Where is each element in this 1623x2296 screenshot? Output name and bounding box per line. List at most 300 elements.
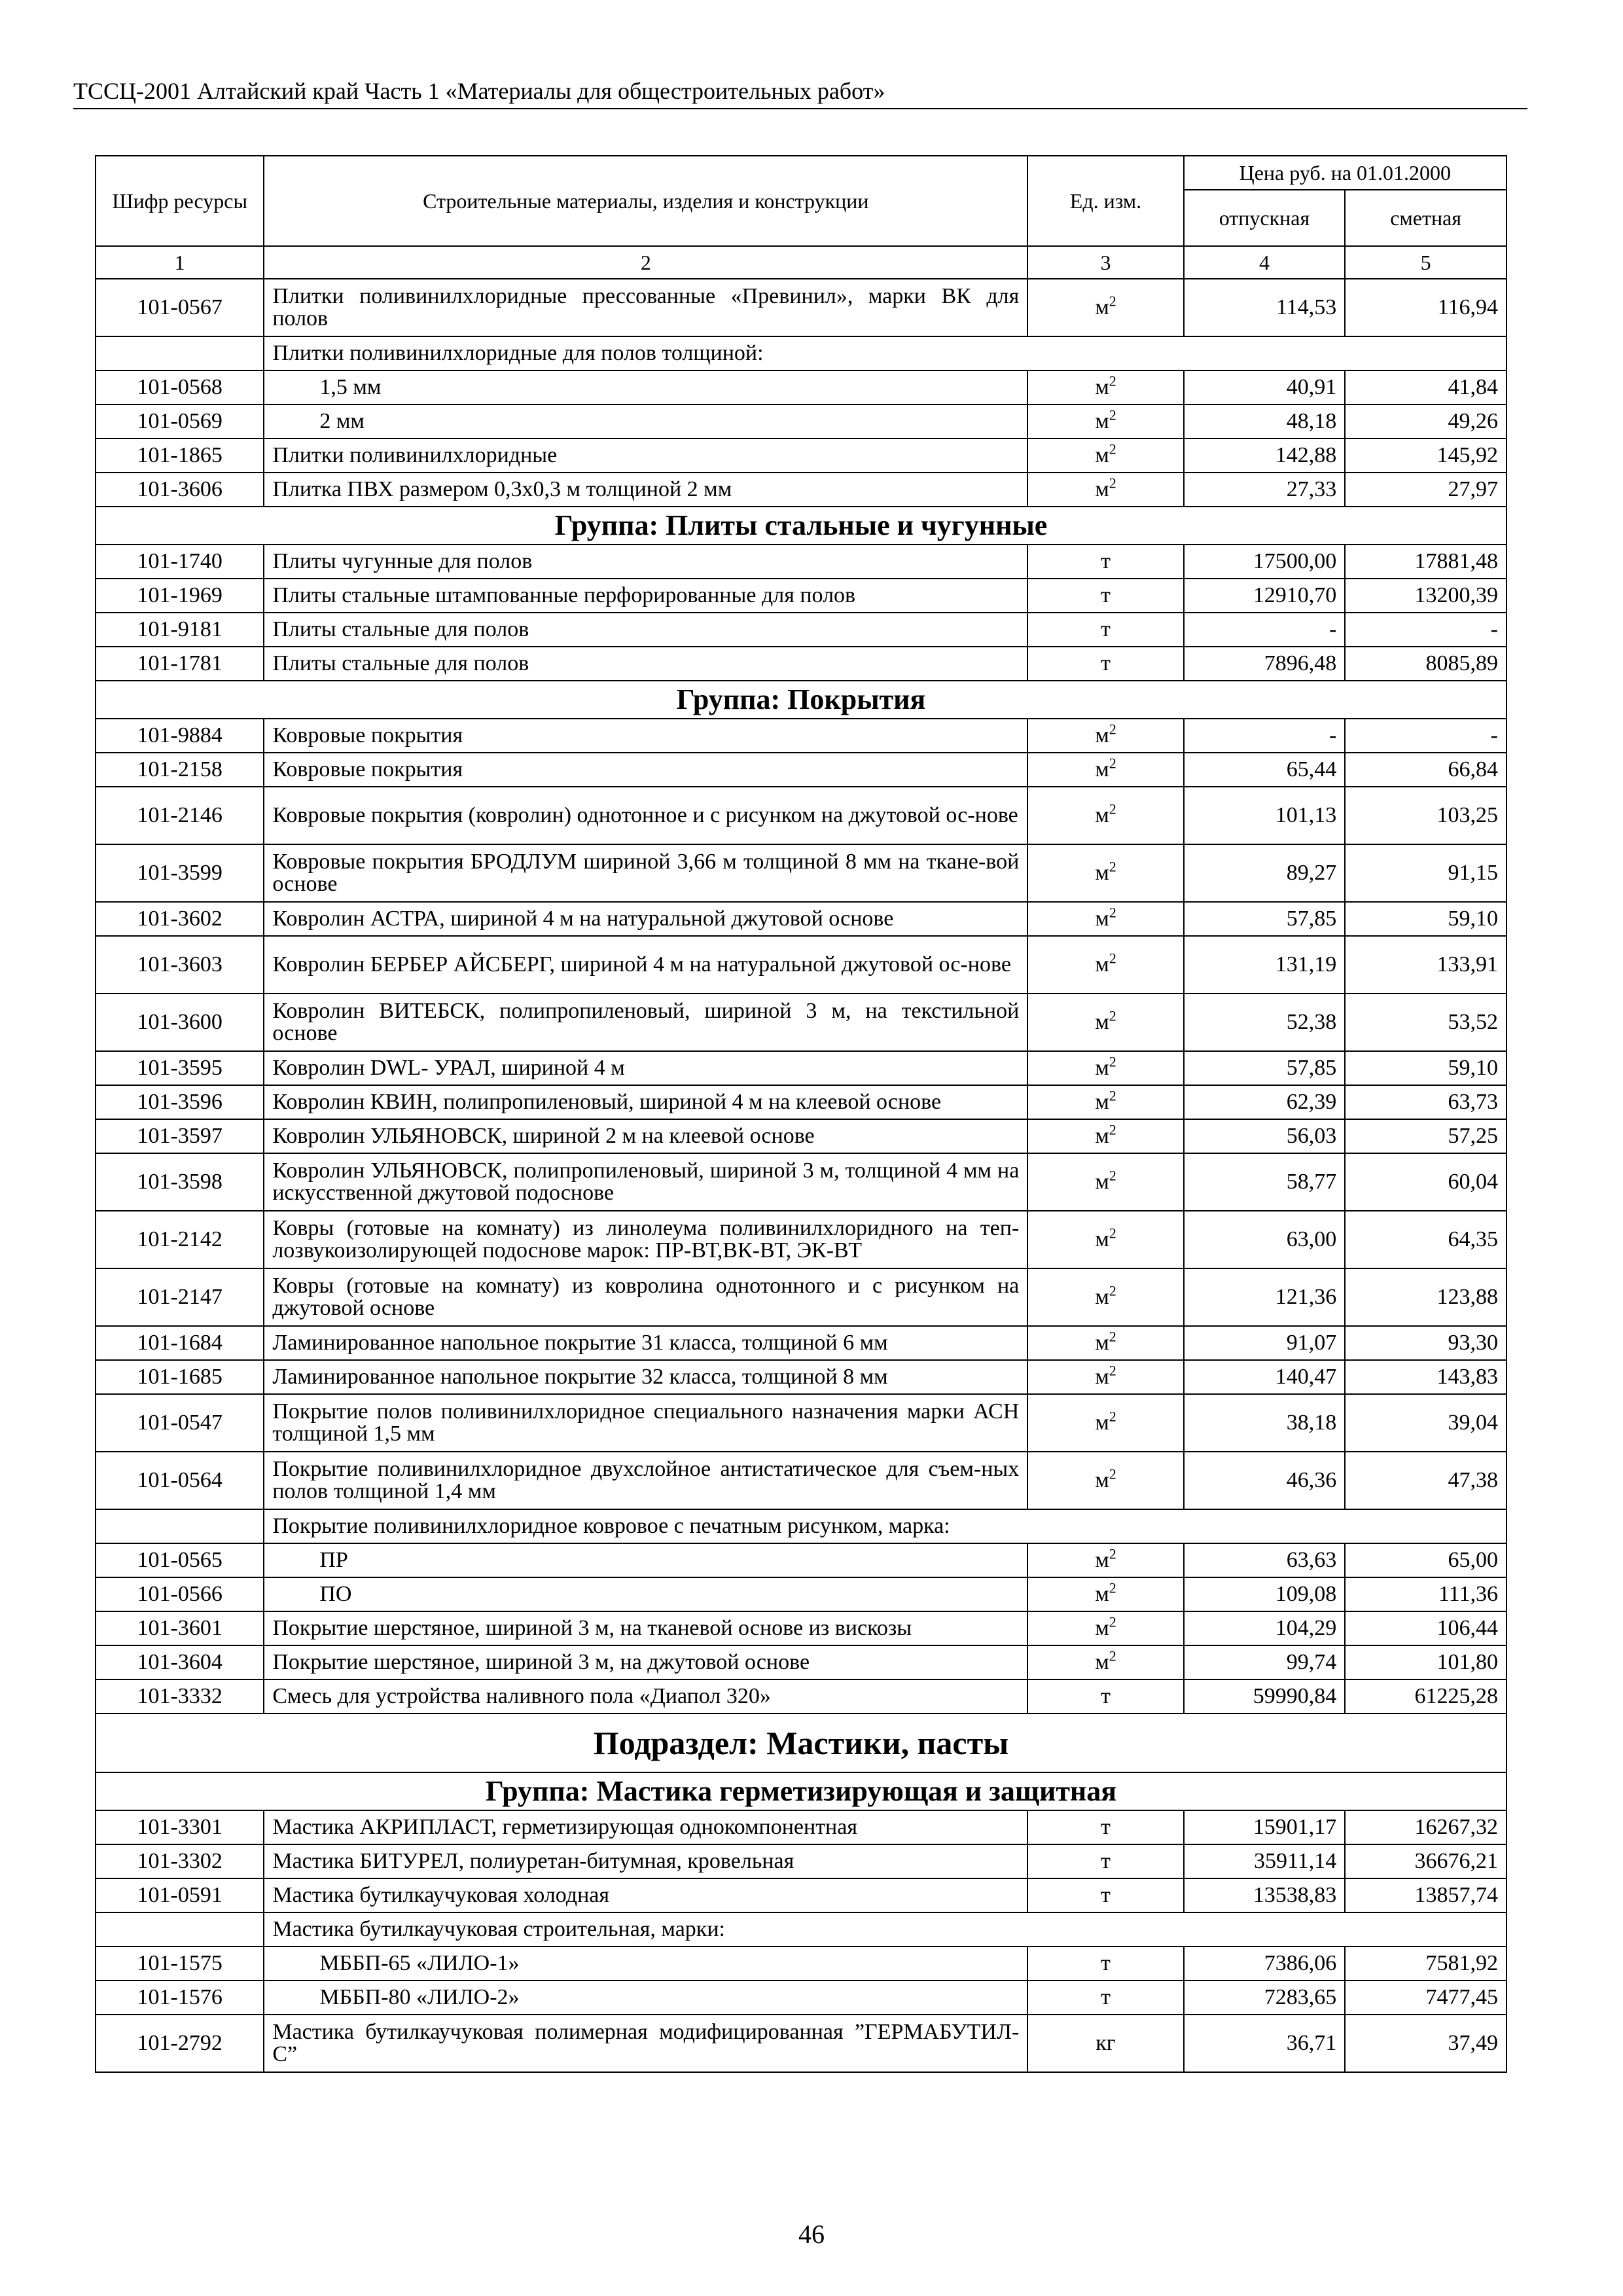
unit-text: т — [1101, 1849, 1111, 1873]
sale-price: 36,71 — [1184, 2015, 1346, 2072]
group-heading-row — [96, 1772, 1507, 1810]
unit-text: т — [1101, 1951, 1111, 1975]
resource-code: 101-3603 — [96, 936, 264, 994]
group-heading-row — [96, 507, 1507, 545]
sale-price: 58,77 — [1184, 1153, 1346, 1211]
unit-text: т — [1101, 1883, 1111, 1907]
unit-text: м — [1095, 1285, 1109, 1309]
unit — [1027, 404, 1183, 439]
sale-price: 99,74 — [1184, 1645, 1346, 1679]
resource-code: 101-3598 — [96, 1153, 264, 1211]
unit-text: м — [1095, 409, 1109, 433]
table-row — [96, 1452, 1507, 1509]
unit-exponent: 2 — [1109, 1613, 1116, 1630]
estimate-price: 7477,45 — [1345, 1981, 1507, 2015]
table-row — [96, 1268, 1507, 1326]
unit — [1027, 902, 1183, 936]
unit-text: м — [1095, 1548, 1109, 1572]
resource-code: 101-2142 — [96, 1211, 264, 1268]
unit-text: т — [1101, 549, 1111, 573]
sale-price: 63,63 — [1184, 1543, 1346, 1577]
table-row — [96, 1810, 1507, 1844]
unit-exponent: 2 — [1109, 1328, 1116, 1345]
table-row — [96, 1543, 1507, 1577]
resource-code: 101-0566 — [96, 1577, 264, 1611]
unit — [1027, 1452, 1183, 1509]
unit-text: м — [1095, 906, 1109, 931]
sale-price: 7283,65 — [1184, 1981, 1346, 2015]
unit-exponent: 2 — [1109, 1053, 1116, 1070]
table-row — [96, 1981, 1507, 2015]
resource-code: 101-2158 — [96, 753, 264, 787]
unit — [1027, 1810, 1183, 1844]
sale-price: 46,36 — [1184, 1452, 1346, 1509]
sale-price: 17500,00 — [1184, 545, 1346, 579]
price-table — [95, 155, 1507, 2073]
table-row — [96, 1085, 1507, 1119]
table-row — [96, 579, 1507, 613]
sale-price: 63,00 — [1184, 1211, 1346, 1268]
estimate-price: 37,49 — [1345, 2015, 1507, 2072]
resource-code: 101-1684 — [96, 1326, 264, 1360]
sale-price: 89,27 — [1184, 844, 1346, 902]
resource-code: 101-1865 — [96, 439, 264, 473]
unit — [1027, 1844, 1183, 1878]
unit-exponent: 2 — [1109, 950, 1116, 967]
table-header — [96, 156, 1507, 279]
table-row — [96, 1051, 1507, 1085]
unit-exponent: 2 — [1109, 755, 1116, 772]
unit — [1027, 545, 1183, 579]
sale-price: 114,53 — [1184, 279, 1346, 336]
material-name: Ковровые покрытия БРОДЛУМ шириной 3,66 м толщиной 8 мм на ткане-вой основе — [264, 844, 1027, 902]
unit — [1027, 1679, 1183, 1713]
material-name: Ковролин УЛЬЯНОВСК, полипропиленовый, шириной 3 м, толщиной 4 мм на искусственной джутовой подоснове — [264, 1153, 1027, 1211]
unit-text: т — [1101, 1985, 1111, 2009]
resource-code: 101-2792 — [96, 2015, 264, 2072]
group-heading: Группа: Покрытия — [96, 681, 1507, 719]
table-row — [96, 613, 1507, 647]
resource-code: 101-0591 — [96, 1878, 264, 1912]
unit — [1027, 1360, 1183, 1394]
table-body — [96, 279, 1507, 2072]
resource-code: 101-3332 — [96, 1679, 264, 1713]
resource-code: 101-0564 — [96, 1452, 264, 1509]
table-row — [96, 279, 1507, 336]
unit-exponent: 2 — [1109, 1007, 1116, 1024]
material-name: Покрытие поливинилхлоридное двухслойное антистатическое для съем-ных полов толщиной 1,4 мм — [264, 1452, 1027, 1509]
material-name: Мастика АКРИПЛАСТ, герметизирующая однокомпонентная — [264, 1810, 1027, 1844]
unit — [1027, 844, 1183, 902]
unit-text: м — [1095, 1090, 1109, 1114]
resource-code: 101-3604 — [96, 1645, 264, 1679]
unit-text: м — [1095, 295, 1109, 319]
unit-text: м — [1095, 1227, 1109, 1251]
estimate-price: 145,92 — [1345, 439, 1507, 473]
material-name: 2 мм — [264, 404, 1027, 439]
estimate-price: 36676,21 — [1345, 1844, 1507, 1878]
table-row — [96, 1360, 1507, 1394]
material-name: МББП-80 «ЛИЛО-2» — [264, 1981, 1027, 2015]
sale-price: 35911,14 — [1184, 1844, 1346, 1878]
unit-exponent: 2 — [1109, 1087, 1116, 1104]
unit-exponent: 2 — [1109, 721, 1116, 738]
unit-text: м — [1095, 861, 1109, 885]
estimate-price: 66,84 — [1345, 753, 1507, 787]
material-name: Плитки поливинилхлоридные — [264, 439, 1027, 473]
unit — [1027, 1211, 1183, 1268]
table-row — [96, 787, 1507, 844]
material-name: Ламинированное напольное покрытие 31 класса, толщиной 6 мм — [264, 1326, 1027, 1360]
estimate-price: 8085,89 — [1345, 647, 1507, 681]
resource-code: 101-1969 — [96, 579, 264, 613]
resource-code: 101-3596 — [96, 1085, 264, 1119]
material-name: Мастика бутилкаучуковая холодная — [264, 1878, 1027, 1912]
estimate-price: 7581,92 — [1345, 1946, 1507, 1981]
resource-code: 101-1575 — [96, 1946, 264, 1981]
unit — [1027, 753, 1183, 787]
resource-code: 101-0547 — [96, 1394, 264, 1452]
subheading-text: Мастика бутилкаучуковая строительная, марки: — [264, 1912, 1507, 1946]
sale-price: 27,33 — [1184, 473, 1346, 507]
column-number: 5 — [1345, 246, 1507, 279]
estimate-price: 61225,28 — [1345, 1679, 1507, 1713]
material-name: Ковровые покрытия — [264, 719, 1027, 753]
estimate-price: 64,35 — [1345, 1211, 1507, 1268]
estimate-price: 93,30 — [1345, 1326, 1507, 1360]
sale-price: 104,29 — [1184, 1611, 1346, 1645]
unit-text: м — [1095, 1410, 1109, 1435]
unit — [1027, 1946, 1183, 1981]
subsection-heading: Подраздел: Мастики, пасты — [96, 1713, 1507, 1772]
table-row — [96, 994, 1507, 1051]
table-row — [96, 1394, 1507, 1452]
resource-code: 101-3602 — [96, 902, 264, 936]
unit-text: т — [1101, 651, 1111, 675]
resource-code: 101-3302 — [96, 1844, 264, 1878]
unit — [1027, 439, 1183, 473]
unit-text: т — [1101, 1815, 1111, 1839]
estimate-price: 47,38 — [1345, 1452, 1507, 1509]
material-name: Покрытие полов поливинилхлоридное специального назначения марки АСН толщиной 1,5 мм — [264, 1394, 1027, 1452]
unit-exponent: 2 — [1109, 1225, 1116, 1242]
sale-price: 40,91 — [1184, 370, 1346, 404]
unit-text: т — [1101, 1684, 1111, 1708]
sale-price: 12910,70 — [1184, 579, 1346, 613]
table-row — [96, 647, 1507, 681]
header-unit: Ед. изм. — [1027, 156, 1183, 246]
column-number: 3 — [1027, 246, 1183, 279]
unit-exponent: 2 — [1109, 372, 1116, 389]
page-number: 46 — [798, 2219, 825, 2249]
empty-cell — [96, 1509, 264, 1543]
table-row — [96, 1153, 1507, 1211]
sale-price: 57,85 — [1184, 1051, 1346, 1085]
table-row — [96, 936, 1507, 994]
unit-exponent: 2 — [1109, 293, 1116, 310]
sale-price: 38,18 — [1184, 1394, 1346, 1452]
table-row — [96, 1679, 1507, 1713]
sale-price: 65,44 — [1184, 753, 1346, 787]
resource-code: 101-9884 — [96, 719, 264, 753]
estimate-price: 59,10 — [1345, 1051, 1507, 1085]
resource-code: 101-3601 — [96, 1611, 264, 1645]
resource-code: 101-3600 — [96, 994, 264, 1051]
material-name: Плиты чугунные для полов — [264, 545, 1027, 579]
header-sale-price: отпускная — [1184, 190, 1346, 246]
estimate-price: 111,36 — [1345, 1577, 1507, 1611]
unit — [1027, 787, 1183, 844]
sale-price: - — [1184, 719, 1346, 753]
material-name: ПО — [264, 1577, 1027, 1611]
unit — [1027, 719, 1183, 753]
running-header: ТССЦ-2001 Алтайский край Часть 1 «Материалы для общестроительных работ» — [73, 75, 1527, 109]
unit-text: м — [1095, 1124, 1109, 1148]
unit-text: м — [1095, 1331, 1109, 1355]
sale-price: 109,08 — [1184, 1577, 1346, 1611]
unit-text: м — [1095, 375, 1109, 399]
unit — [1027, 936, 1183, 994]
material-name: Мастика бутилкаучуковая полимерная модифицированная ”ГЕРМАБУТИЛ-С” — [264, 2015, 1027, 2072]
unit-text: м — [1095, 477, 1109, 501]
table-row — [96, 1119, 1507, 1153]
subheading-row — [96, 1509, 1507, 1543]
material-name: МББП-65 «ЛИЛО-1» — [264, 1946, 1027, 1981]
unit-exponent: 2 — [1109, 904, 1116, 921]
material-name: Ковры (готовые на комнату) из ковролина однотонного и с рисунком на джутовой основе — [264, 1268, 1027, 1326]
material-name: Ковролин КВИН, полипропиленовый, шириной 4 м на клеевой основе — [264, 1085, 1027, 1119]
unit — [1027, 1119, 1183, 1153]
unit-exponent: 2 — [1109, 800, 1116, 817]
material-name: Ковровые покрытия — [264, 753, 1027, 787]
estimate-price: 133,91 — [1345, 936, 1507, 994]
estimate-price: 57,25 — [1345, 1119, 1507, 1153]
estimate-price: 39,04 — [1345, 1394, 1507, 1452]
unit-exponent: 2 — [1109, 1465, 1116, 1482]
unit — [1027, 2015, 1183, 2072]
material-name: Ламинированное напольное покрытие 32 класса, толщиной 8 мм — [264, 1360, 1027, 1394]
estimate-price: 123,88 — [1345, 1268, 1507, 1326]
table-row — [96, 1611, 1507, 1645]
material-name: Ковролин БЕРБЕР АЙСБЕРГ, шириной 4 м на натуральной джутовой ос-нове — [264, 936, 1027, 994]
material-name: Ковры (готовые на комнату) из линолеума поливинилхлоридного на теп-лозвукоизолирующей подоснове марок: ПР-ВТ,ВК-ВТ, ЭК-ВТ — [264, 1211, 1027, 1268]
sale-price: 62,39 — [1184, 1085, 1346, 1119]
group-heading-row — [96, 681, 1507, 719]
resource-code: 101-0565 — [96, 1543, 264, 1577]
unit — [1027, 1153, 1183, 1211]
sale-price: 57,85 — [1184, 902, 1346, 936]
resource-code: 101-1740 — [96, 545, 264, 579]
unit-text: м — [1095, 1170, 1109, 1194]
resource-code: 101-0567 — [96, 279, 264, 336]
unit — [1027, 1543, 1183, 1577]
resource-code: 101-0568 — [96, 370, 264, 404]
resource-code: 101-3595 — [96, 1051, 264, 1085]
unit — [1027, 1577, 1183, 1611]
unit-text: м — [1095, 1616, 1109, 1640]
unit — [1027, 647, 1183, 681]
unit-text: м — [1095, 803, 1109, 827]
unit — [1027, 1611, 1183, 1645]
table-row — [96, 753, 1507, 787]
unit — [1027, 279, 1183, 336]
unit-exponent: 2 — [1109, 1579, 1116, 1596]
material-name: Плиты стальные штампованные перфорированные для полов — [264, 579, 1027, 613]
material-name: Мастика БИТУРЕЛ, полиуретан-битумная, кровельная — [264, 1844, 1027, 1878]
material-name: Ковролин АСТРА, шириной 4 м на натуральной джутовой основе — [264, 902, 1027, 936]
sale-price: - — [1184, 613, 1346, 647]
material-name: 1,5 мм — [264, 370, 1027, 404]
header-name: Строительные материалы, изделия и конструкции — [264, 156, 1027, 246]
header-estimate-price: сметная — [1345, 190, 1507, 246]
table-row — [96, 1577, 1507, 1611]
resource-code: 101-2147 — [96, 1268, 264, 1326]
table-row — [96, 439, 1507, 473]
estimate-price: 60,04 — [1345, 1153, 1507, 1211]
unit-exponent: 2 — [1109, 1408, 1116, 1425]
empty-cell — [96, 336, 264, 370]
material-name: Ковролин ВИТЕБСК, полипропиленовый, шириной 3 м, на текстильной основе — [264, 994, 1027, 1051]
estimate-price: 91,15 — [1345, 844, 1507, 902]
unit — [1027, 1981, 1183, 2015]
unit-text: м — [1095, 1010, 1109, 1034]
resource-code: 101-3606 — [96, 473, 264, 507]
unit-text: т — [1101, 583, 1111, 607]
material-name: Покрытие шерстяное, шириной 3 м, на тканевой основе из вискозы — [264, 1611, 1027, 1645]
unit — [1027, 613, 1183, 647]
estimate-price: 101,80 — [1345, 1645, 1507, 1679]
sale-price: 7386,06 — [1184, 1946, 1346, 1981]
resource-code: 101-3599 — [96, 844, 264, 902]
unit — [1027, 1326, 1183, 1360]
sale-price: 140,47 — [1184, 1360, 1346, 1394]
resource-code: 101-9181 — [96, 613, 264, 647]
resource-code: 101-3301 — [96, 1810, 264, 1844]
sale-price: 59990,84 — [1184, 1679, 1346, 1713]
resource-code: 101-1781 — [96, 647, 264, 681]
material-name: Ковролин DWL- УРАЛ, шириной 4 м — [264, 1051, 1027, 1085]
sale-price: 7896,48 — [1184, 647, 1346, 681]
unit — [1027, 1394, 1183, 1452]
sale-price: 48,18 — [1184, 404, 1346, 439]
material-name: Плитки поливинилхлоридные прессованные «Превинил», марки ВК для полов — [264, 279, 1027, 336]
estimate-price: 106,44 — [1345, 1611, 1507, 1645]
subheading-text: Плитки поливинилхлоридные для полов толщиной: — [264, 336, 1507, 370]
sale-price: 121,36 — [1184, 1268, 1346, 1326]
table-row — [96, 719, 1507, 753]
unit-exponent: 2 — [1109, 1545, 1116, 1562]
sale-price: 142,88 — [1184, 439, 1346, 473]
material-name: Смесь для устройства наливного пола «Диапол 320» — [264, 1679, 1027, 1713]
unit-text: м — [1095, 757, 1109, 781]
estimate-price: 63,73 — [1345, 1085, 1507, 1119]
sale-price: 15901,17 — [1184, 1810, 1346, 1844]
estimate-price: 16267,32 — [1345, 1810, 1507, 1844]
resource-code: 101-2146 — [96, 787, 264, 844]
table-row — [96, 2015, 1507, 2072]
unit-text: м — [1095, 1056, 1109, 1080]
unit-text: м — [1095, 443, 1109, 467]
header-price: Цена руб. на 01.01.2000 — [1184, 156, 1507, 190]
resource-code: 101-0569 — [96, 404, 264, 439]
subheading-row — [96, 336, 1507, 370]
table-row — [96, 370, 1507, 404]
unit — [1027, 1645, 1183, 1679]
material-name: Ковровые покрытия (ковролин) однотонное и с рисунком на джутовой ос-нове — [264, 787, 1027, 844]
table-row — [96, 545, 1507, 579]
sale-price: 56,03 — [1184, 1119, 1346, 1153]
estimate-price: 103,25 — [1345, 787, 1507, 844]
table-row — [96, 902, 1507, 936]
table-row — [96, 1211, 1507, 1268]
unit-text: м — [1095, 1582, 1109, 1606]
sale-price: 91,07 — [1184, 1326, 1346, 1360]
unit — [1027, 473, 1183, 507]
sale-price: 131,19 — [1184, 936, 1346, 994]
estimate-price: - — [1345, 719, 1507, 753]
estimate-price: 116,94 — [1345, 279, 1507, 336]
sale-price: 13538,83 — [1184, 1878, 1346, 1912]
unit-text: т — [1101, 617, 1111, 641]
sale-price: 52,38 — [1184, 994, 1346, 1051]
table-row — [96, 1946, 1507, 1981]
estimate-price: 49,26 — [1345, 404, 1507, 439]
material-name: ПР — [264, 1543, 1027, 1577]
unit — [1027, 1085, 1183, 1119]
material-name: Ковролин УЛЬЯНОВСК, шириной 2 м на клеевой основе — [264, 1119, 1027, 1153]
unit-exponent: 2 — [1109, 1282, 1116, 1299]
unit — [1027, 994, 1183, 1051]
unit-exponent: 2 — [1109, 1167, 1116, 1184]
resource-code: 101-3597 — [96, 1119, 264, 1153]
table-row — [96, 404, 1507, 439]
column-number: 1 — [96, 246, 264, 279]
estimate-price: 27,97 — [1345, 473, 1507, 507]
unit — [1027, 370, 1183, 404]
unit — [1027, 579, 1183, 613]
estimate-price: 17881,48 — [1345, 545, 1507, 579]
table-row — [96, 473, 1507, 507]
material-name: Покрытие шерстяное, шириной 3 м, на джутовой основе — [264, 1645, 1027, 1679]
unit-exponent: 2 — [1109, 406, 1116, 423]
estimate-price: 65,00 — [1345, 1543, 1507, 1577]
subheading-text: Покрытие поливинилхлоридное ковровое с печатным рисунком, марка: — [264, 1509, 1507, 1543]
unit-text: м — [1095, 952, 1109, 977]
column-number: 2 — [264, 246, 1027, 279]
estimate-price: - — [1345, 613, 1507, 647]
estimate-price: 143,83 — [1345, 1360, 1507, 1394]
unit — [1027, 1268, 1183, 1326]
resource-code: 101-1685 — [96, 1360, 264, 1394]
unit — [1027, 1878, 1183, 1912]
table-row — [96, 1844, 1507, 1878]
table-row — [96, 1645, 1507, 1679]
sale-price: 101,13 — [1184, 787, 1346, 844]
unit-exponent: 2 — [1109, 858, 1116, 875]
table-row — [96, 1326, 1507, 1360]
table-row — [96, 844, 1507, 902]
material-name: Плиты стальные для полов — [264, 647, 1027, 681]
unit-text: кг — [1096, 2031, 1116, 2055]
resource-code: 101-1576 — [96, 1981, 264, 2015]
material-name: Плиты стальные для полов — [264, 613, 1027, 647]
unit-text: м — [1095, 1365, 1109, 1389]
table-row — [96, 1878, 1507, 1912]
header-code: Шифр ресурсы — [96, 156, 264, 246]
group-heading: Группа: Плиты стальные и чугунные — [96, 507, 1507, 545]
estimate-price: 13200,39 — [1345, 579, 1507, 613]
material-name: Плитка ПВХ размером 0,3х0,3 м толщиной 2 мм — [264, 473, 1027, 507]
